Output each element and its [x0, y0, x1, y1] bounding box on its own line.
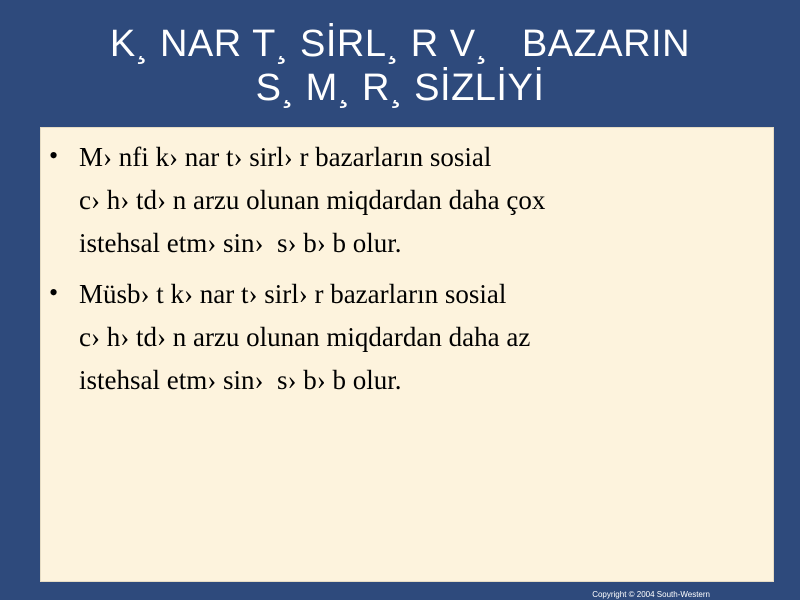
bullet-icon: •	[49, 278, 59, 307]
bullet-1-line-1: M› nfi k› nar t› sirl› r bazarların sosial	[79, 142, 492, 172]
bullet-item-2	[41, 273, 761, 402]
bullet-1-line-2: c› h› td› n arzu olunan miqdardan daha çox	[79, 185, 546, 215]
slide-title	[0, 22, 800, 110]
bullet-2-line-1: Müsb› t k› nar t› sirl› r bazarların sosial	[79, 279, 507, 309]
content-panel	[40, 127, 774, 582]
slide-title-line-2: S¸ M¸ R¸ SİZLİYİ	[255, 67, 545, 109]
bullet-item-1	[41, 136, 761, 265]
bullet-2-line-2: c› h› td› n arzu olunan miqdardan daha az	[79, 322, 531, 352]
slide-title-line-1: K¸ NAR T¸ SİRL¸ R V¸ BAZARIN	[109, 23, 691, 65]
bullet-2-line-3: istehsal etm› sin› s› b› b olur.	[79, 365, 402, 395]
bullet-1-line-3: istehsal etm› sin› s› b› b olur.	[79, 228, 402, 258]
bullet-icon: •	[49, 141, 59, 170]
bullet-list	[41, 136, 761, 410]
copyright-notice: Copyright © 2004 South-Western	[592, 590, 710, 599]
